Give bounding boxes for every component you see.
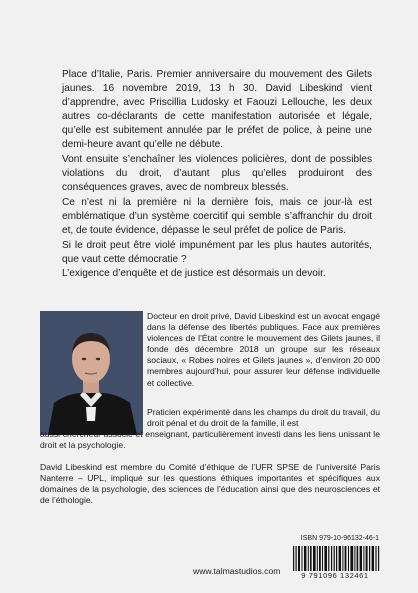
author-bio-paragraph-2-rest: aussi chercheur associé et enseignant, particulièrement investi dans les liens unissant le droit et la psychologie. [40,429,380,451]
author-bio-paragraph-2-start: Praticien expérimenté dans les champs du droit du travail, du droit pénal et du droit de la famille, il est [147,407,380,429]
author-bio-paragraph-1: Docteur en droit privé, David Libeskind est un avocat engagé dans la défense des libertés publiques. Face aux premières violences de l’État contre le mouvement des Gilets jaunes, il fonde dès décembre 2018 un groupe sur les réseaux sociaux, « Robes noires et Gilets jaunes », d’environ 20 000 membres aujourd’hui, pour assurer leur défense individuelle et collective. [147,311,380,388]
author-photo [40,311,143,435]
publisher-website: www.talmastudios.com [193,566,281,576]
summary-paragraph-3: Ce n’est ni la première ni la dernière fois, mais ce jour-là est emblématique d’un système coercitif qui semble s’affranchir du droit et, de toute évidence, dépasse le seul préfet de police de Paris. [62,197,372,237]
summary-paragraph-4: Si le droit peut être violé impunément par les plus hautes autorités, que vaut cette démocratie ? [62,240,372,266]
summary-paragraph-2: Vont ensuite s’enchaîner les violences policières, dont de possibles violations du droit, d’autant plus qu’elles produiront des conséquences graves, avec de nombreux blessés. [62,154,372,194]
isbn: ISBN 979-10-96132-46-1 [300,535,379,542]
author-bio-paragraph-3: David Libeskind est membre du Comité d’éthique de l’UFR SPSE de l’université Paris Nanterre – UPL, impliqué sur les questions éthiques importantes et spécifiques aux domaines de la psychologie, des sciences de l’éducation ainsi que des neurosciences et de l’éthologie. [40,462,380,506]
summary-paragraph-5: L’exigence d’enquête et de justice est désormais un devoir. [62,268,326,279]
summary-paragraph-1: Place d’Italie, Paris. Premier anniversaire du mouvement des Gilets jaunes. 16 novembre 2019, 13 h 30. David Libeskind vient d’apprendre, avec Priscillia Ludosky et Faouzi Lellouche, les deux autres co-déclarants de cette manifestation autorisée et légale, qu’elle est subitement annulée par le préfet de police, à peine une demi-heure avant qu’elle ne débute. [62,69,372,151]
barcode-number: 9 791096 132461 [285,571,385,580]
